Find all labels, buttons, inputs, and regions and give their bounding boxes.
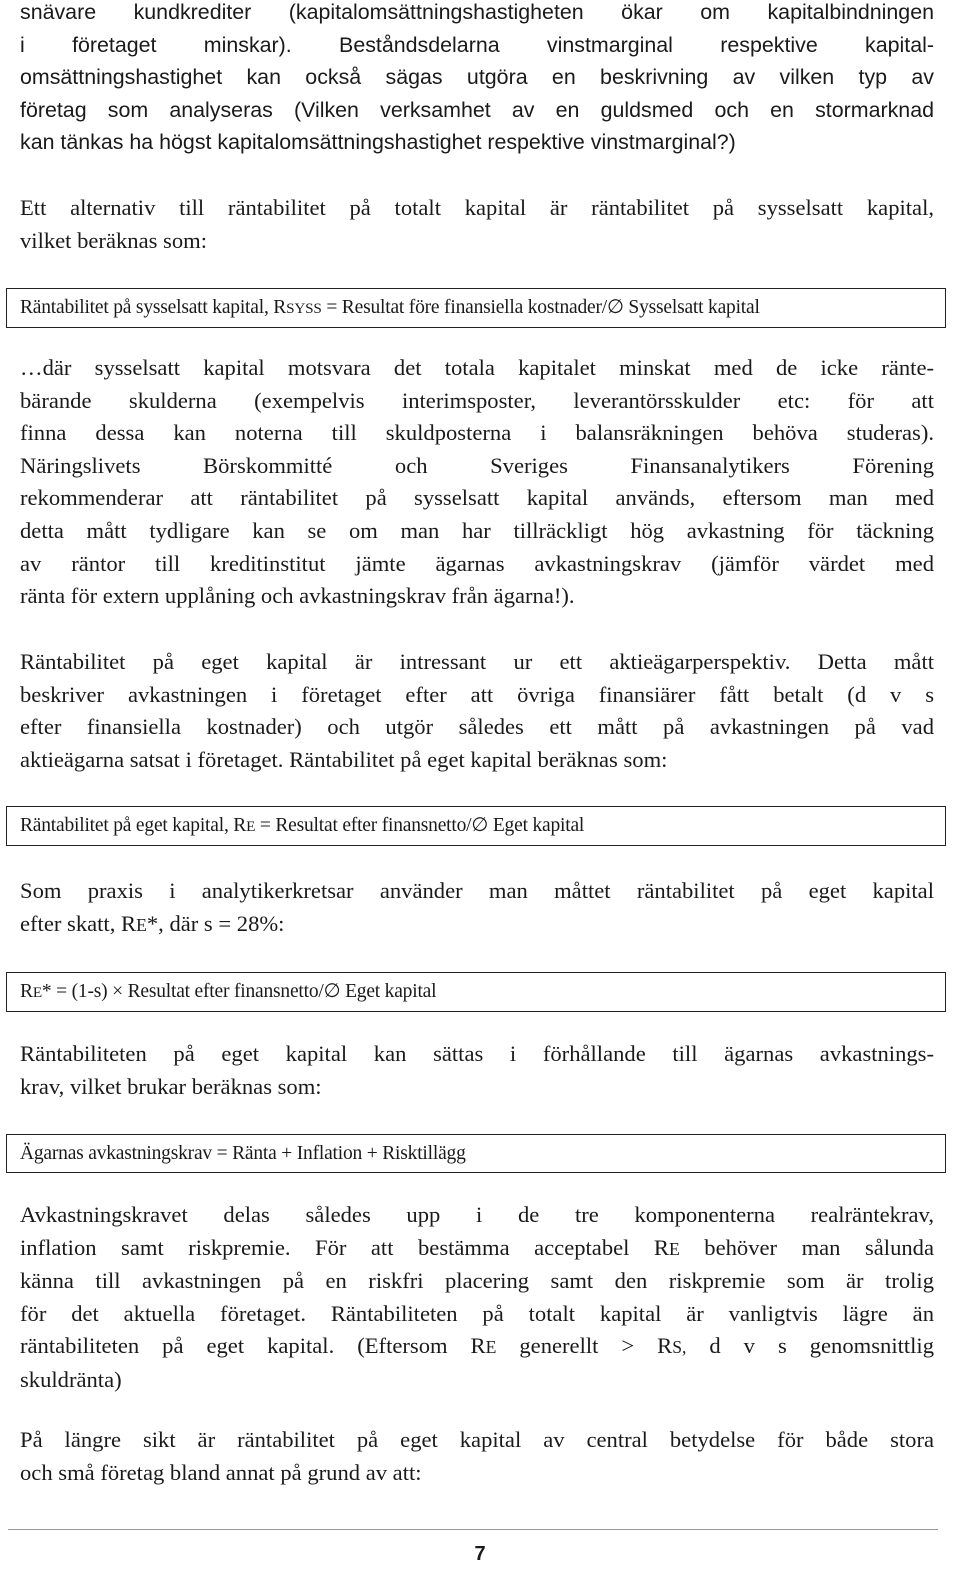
para2-line: vilket beräknas som: bbox=[20, 227, 207, 253]
formula-box-re bbox=[6, 806, 946, 846]
para3-line: bärande skulderna (exempelvis interimsposter, leverantörsskulder etc: för att bbox=[20, 387, 934, 413]
paragraph-langre-sikt bbox=[20, 1424, 934, 1489]
formula-rsyss-sub: SYSS bbox=[286, 300, 322, 317]
formula-re-sub: E bbox=[246, 818, 256, 835]
para3-line: rekommenderar att räntabilitet på sysselsatt kapital används, eftersom man med bbox=[20, 485, 934, 511]
paragraph-sysselsatt-explanation bbox=[20, 352, 934, 613]
para7-line4: för det aktuella företaget. Räntabiliteten på totalt kapital är vanligtvis lägre än bbox=[20, 1300, 934, 1326]
para8-line: och små företag bland annat på grund av att: bbox=[20, 1459, 422, 1485]
para1-line: kan tänkas ha högst kapitalomsättningshastighet respektive vinstmarginal?) bbox=[20, 130, 736, 155]
formula-re-star-sub: E bbox=[32, 984, 42, 1001]
formula-rsyss-post: = Resultat före finansiella kostnader/∅ Sysselsatt kapital bbox=[321, 297, 760, 318]
para3-line: finna dessa kan noterna till skuldposterna i balansräkningen behöva studeras). bbox=[20, 420, 934, 446]
formula-re-post: = Resultat efter finansnetto/∅ Eget kapital bbox=[255, 815, 585, 836]
paragraph-komponenter bbox=[20, 1199, 934, 1397]
formula-box-avkastningskrav bbox=[6, 1134, 946, 1173]
formula-avkastningskrav-text: Ägarnas avkastningskrav = Ränta + Inflation + Risktillägg bbox=[20, 1143, 466, 1164]
paragraph-avkastningskrav-intro bbox=[20, 1038, 934, 1103]
paragraph-intro-continuation bbox=[20, 0, 934, 159]
para5-line1: Som praxis i analytikerkretsar använder man måttet räntabilitet på eget kapital bbox=[20, 878, 934, 903]
para2-line: Ett alternativ till räntabilitet på totalt kapital är räntabilitet på sysselsatt kapital, bbox=[20, 195, 934, 220]
footer-rule bbox=[8, 1529, 938, 1530]
formula-box-re-star bbox=[6, 972, 946, 1012]
para1-line: snävare kundkrediter (kapitalomsättningshastigheten ökar om kapitalbindningen bbox=[20, 0, 934, 24]
para7-line5: räntabiliteten på eget kapital. (Eftersom RE generellt > RS, d v s genomsnittlig bbox=[20, 1333, 935, 1359]
para3-line: ränta för extern upplåning och avkastningskrav från ägarna!). bbox=[20, 583, 575, 609]
para7-line2: inflation samt riskpremie. För att bestämma acceptabel RE behöver man sålunda bbox=[20, 1234, 934, 1260]
formula-re-star-pre: R bbox=[20, 981, 33, 1002]
para7-line6: skuldränta) bbox=[20, 1366, 122, 1392]
formula-box-rsyss bbox=[6, 288, 946, 328]
para4-line: beskriver avkastningen i företaget efter att övriga finansiärer fått betalt (d v s bbox=[20, 681, 934, 707]
para4-line: aktieägarna satsat i företaget. Räntabilitet på eget kapital beräknas som: bbox=[20, 746, 668, 772]
para4-line: efter finansiella kostnader) och utgör således ett mått på avkastningen på vad bbox=[20, 714, 934, 740]
para4-line: Räntabilitet på eget kapital är intressant ur ett aktieägarperspektiv. Detta mått bbox=[20, 649, 934, 674]
formula-rsyss-pre: Räntabilitet på sysselsatt kapital, R bbox=[20, 297, 287, 318]
paragraph-eget-kapital bbox=[20, 646, 934, 776]
page-number: 7 bbox=[474, 1543, 486, 1565]
para3-line: Näringslivets Börskommitté och Sveriges Finansanalytikers Förening bbox=[20, 452, 934, 478]
formula-re-star-post: * = (1-s) × Resultat efter finansnetto/∅ Eget kapital bbox=[41, 981, 437, 1002]
para1-line: i företaget minskar). Beståndsdelarna vinstmarginal respektive kapital- bbox=[20, 32, 934, 57]
formula-re-pre: Räntabilitet på eget kapital, R bbox=[20, 815, 247, 836]
para1-line: företag som analyseras (Vilken verksamhet av en guldsmed och en stormarknad bbox=[20, 97, 934, 122]
para6-line: krav, vilket brukar beräknas som: bbox=[20, 1073, 322, 1099]
para7-line3: känna till avkastningen på en riskfri placering samt den riskpremie som är trolig bbox=[20, 1268, 934, 1294]
para3-line: …där sysselsatt kapital motsvara det totala kapitalet minskat med de icke ränte- bbox=[20, 355, 934, 380]
para8-line: På längre sikt är räntabilitet på eget kapital av central betydelse för både stora bbox=[20, 1427, 934, 1452]
para6-line: Räntabiliteten på eget kapital kan sättas i förhållande till ägarnas avkastnings- bbox=[20, 1041, 934, 1066]
para1-line: omsättningshastighet kan också sägas utgöra en beskrivning av vilken typ av bbox=[20, 65, 934, 90]
para5-line2: efter skatt, RE*, där s = 28%: bbox=[20, 910, 285, 936]
para3-line: av räntor till kreditinstitut jämte ägarnas avkastningskrav (jämför värdet med bbox=[20, 550, 934, 576]
paragraph-efter-skatt bbox=[20, 875, 934, 941]
para3-line: detta mått tydligare kan se om man har tillräckligt hög avkastning för täckning bbox=[20, 517, 934, 543]
paragraph-sysselsatt-intro bbox=[20, 192, 934, 257]
para7-line1: Avkastningskravet delas således upp i de tre komponenterna realräntekrav, bbox=[20, 1202, 934, 1227]
